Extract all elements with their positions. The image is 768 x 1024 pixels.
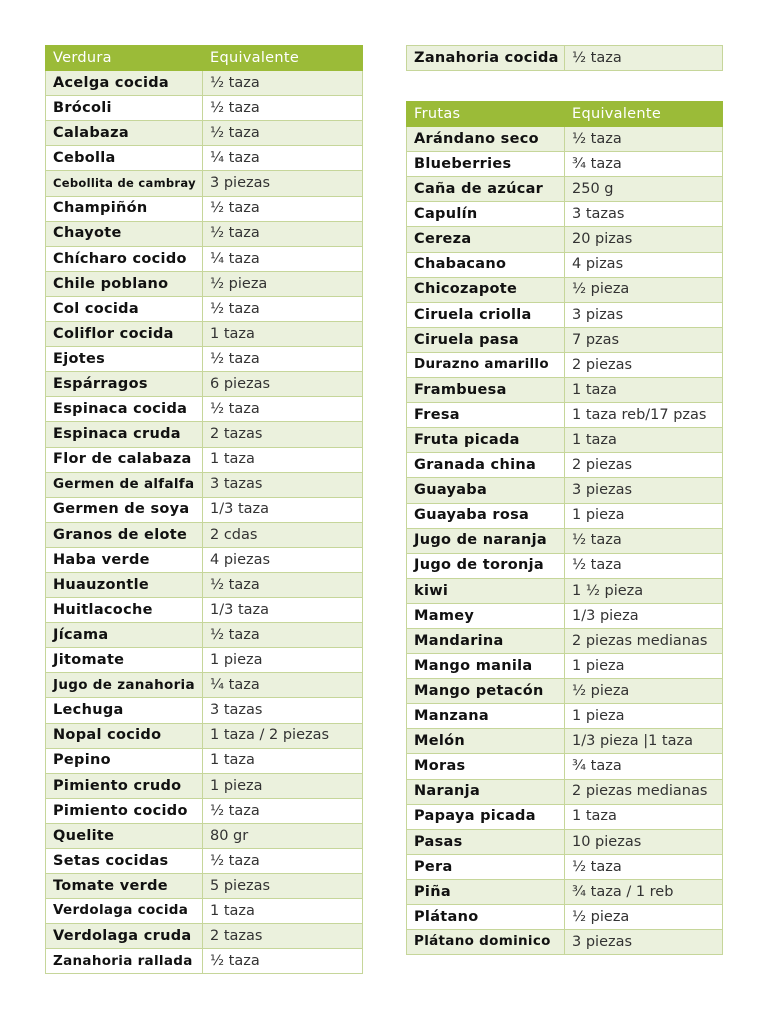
portion-cell: 1/3 pieza	[565, 603, 723, 628]
food-name-cell: Acelga cocida	[46, 71, 203, 96]
portion-cell: ½ pieza	[203, 271, 363, 296]
food-name-cell: Pimiento crudo	[46, 773, 203, 798]
portion-cell: ¾ taza	[565, 152, 723, 177]
food-name-cell: Germen de soya	[46, 497, 203, 522]
portion-cell: 2 cdas	[203, 522, 363, 547]
food-name-cell: Fruta picada	[407, 428, 565, 453]
table-row	[407, 277, 723, 302]
table-row	[46, 798, 363, 823]
food-name-cell: Mandarina	[407, 628, 565, 653]
table-row	[407, 352, 723, 377]
vegetables-table	[45, 45, 363, 974]
portion-cell: 250 g	[565, 177, 723, 202]
portion-cell: 2 piezas medianas	[565, 628, 723, 653]
food-name-cell: Manzana	[407, 704, 565, 729]
portion-cell: ¼ taza	[203, 673, 363, 698]
table-row	[407, 679, 723, 704]
table-row	[46, 347, 363, 372]
table-row	[46, 96, 363, 121]
portion-cell: 3 piezas	[565, 930, 723, 955]
food-name-cell: Coliflor cocida	[46, 322, 203, 347]
table-row	[407, 428, 723, 453]
food-name-cell: Guayaba	[407, 478, 565, 503]
portion-cell: ¾ taza / 1 reb	[565, 879, 723, 904]
food-name-cell: Plátano dominico	[407, 930, 565, 955]
portion-cell: 1 pieza	[203, 648, 363, 673]
header-cell: Equivalente	[565, 102, 723, 127]
portion-cell: 6 piezas	[203, 372, 363, 397]
food-name-cell: Cebollita de cambray	[46, 171, 203, 196]
portion-cell: 1 taza	[203, 322, 363, 347]
portion-cell: ½ taza	[565, 528, 723, 553]
extra-vegetable-table	[406, 45, 723, 71]
table-row	[46, 196, 363, 221]
food-name-cell: Durazno amarillo	[407, 352, 565, 377]
portion-cell: ½ pieza	[565, 905, 723, 930]
food-name-cell: Capulín	[407, 202, 565, 227]
table-row	[46, 322, 363, 347]
table-row	[46, 71, 363, 96]
portion-cell: ½ pieza	[565, 277, 723, 302]
table-row	[407, 378, 723, 403]
portion-cell: 2 tazas	[203, 422, 363, 447]
table-row	[407, 905, 723, 930]
food-name-cell: kiwi	[407, 578, 565, 603]
portion-cell: 4 pizas	[565, 252, 723, 277]
portion-cell: 80 gr	[203, 823, 363, 848]
food-name-cell: Huauzontle	[46, 572, 203, 597]
food-name-cell: Verdolaga cocida	[46, 899, 203, 924]
table-row	[407, 302, 723, 327]
food-name-cell: Jugo de naranja	[407, 528, 565, 553]
food-name-cell: Setas cocidas	[46, 849, 203, 874]
food-name-cell: Plátano	[407, 905, 565, 930]
table-row	[407, 779, 723, 804]
table-row	[407, 177, 723, 202]
portion-cell: ½ taza	[565, 854, 723, 879]
portion-cell: 1 taza	[565, 428, 723, 453]
portion-cell: 5 piezas	[203, 874, 363, 899]
portion-cell: 1/3 taza	[203, 497, 363, 522]
portion-cell: 3 tazas	[565, 202, 723, 227]
table-row	[407, 754, 723, 779]
fruits-table	[406, 101, 723, 955]
table-row	[46, 598, 363, 623]
vegetables-body	[46, 46, 363, 974]
portion-cell: ¼ taza	[203, 146, 363, 171]
food-name-cell: Nopal cocido	[46, 723, 203, 748]
portion-cell: 3 piezas	[203, 171, 363, 196]
table-row	[46, 949, 363, 974]
portion-cell: 1 taza	[203, 899, 363, 924]
table-row	[407, 729, 723, 754]
table-row	[46, 522, 363, 547]
table-row	[407, 127, 723, 152]
food-name-cell: Jícama	[46, 623, 203, 648]
food-name-cell: Mango petacón	[407, 679, 565, 704]
table-row	[46, 271, 363, 296]
table-row	[46, 748, 363, 773]
portion-cell: 7 pzas	[565, 327, 723, 352]
food-name-cell: Lechuga	[46, 698, 203, 723]
portion-cell: 1 pieza	[565, 704, 723, 729]
portion-cell: 1/3 pieza |1 taza	[565, 729, 723, 754]
food-name-cell: Pepino	[46, 748, 203, 773]
portion-cell: 3 tazas	[203, 472, 363, 497]
portion-cell: 1 taza	[203, 748, 363, 773]
portion-cell: ½ taza	[565, 553, 723, 578]
portion-cell: ½ taza	[203, 96, 363, 121]
portion-cell: 1 taza	[565, 804, 723, 829]
food-name-cell: Col cocida	[46, 296, 203, 321]
food-name-cell: Chicozapote	[407, 277, 565, 302]
food-name-cell: Jugo de toronja	[407, 553, 565, 578]
food-name-cell: Brócoli	[46, 96, 203, 121]
table-row	[46, 397, 363, 422]
table-row	[407, 252, 723, 277]
portion-cell: 4 piezas	[203, 547, 363, 572]
food-name-cell: Caña de azúcar	[407, 177, 565, 202]
portion-cell: 1 taza	[203, 447, 363, 472]
food-name-cell: Flor de calabaza	[46, 447, 203, 472]
food-name-cell: Frambuesa	[407, 378, 565, 403]
table-row	[46, 246, 363, 271]
table-row	[46, 372, 363, 397]
portion-cell: ½ taza	[203, 296, 363, 321]
food-name-cell: Chile poblano	[46, 271, 203, 296]
table-row	[46, 899, 363, 924]
fruits-body	[407, 102, 723, 955]
table-row	[46, 121, 363, 146]
table-row	[46, 171, 363, 196]
table-row	[407, 152, 723, 177]
food-name-cell: Espárragos	[46, 372, 203, 397]
food-name-cell: Cereza	[407, 227, 565, 252]
food-name-cell: Verdolaga cruda	[46, 924, 203, 949]
portion-cell: 3 tazas	[203, 698, 363, 723]
portion-cell: 1 taza / 2 piezas	[203, 723, 363, 748]
food-name-cell: Cebolla	[46, 146, 203, 171]
table-row	[407, 654, 723, 679]
portion-cell: 1 ½ pieza	[565, 578, 723, 603]
table-row	[46, 849, 363, 874]
table-row	[407, 227, 723, 252]
food-name-cell: Huitlacoche	[46, 598, 203, 623]
portion-cell: ½ taza	[203, 849, 363, 874]
table-row	[46, 472, 363, 497]
food-name-cell: Piña	[407, 879, 565, 904]
portion-cell: ½ taza	[203, 71, 363, 96]
food-name-cell: Melón	[407, 729, 565, 754]
table-row	[407, 628, 723, 653]
food-name-cell: Champiñón	[46, 196, 203, 221]
portion-cell: 1 pieza	[203, 773, 363, 798]
portion-cell: 1/3 taza	[203, 598, 363, 623]
food-name-cell: Granada china	[407, 453, 565, 478]
table-row	[46, 296, 363, 321]
food-name-cell: Tomate verde	[46, 874, 203, 899]
portion-cell: 1 pieza	[565, 654, 723, 679]
food-name-cell: Espinaca cocida	[46, 397, 203, 422]
food-name-cell: Haba verde	[46, 547, 203, 572]
table-row	[407, 327, 723, 352]
table-row	[407, 403, 723, 428]
table-row	[46, 874, 363, 899]
food-name-cell: Blueberries	[407, 152, 565, 177]
food-name-cell: Mango manila	[407, 654, 565, 679]
table-row	[46, 447, 363, 472]
portion-cell: 1 taza	[565, 378, 723, 403]
portion-cell: 2 piezas medianas	[565, 779, 723, 804]
table-row	[46, 698, 363, 723]
food-name-cell: Mamey	[407, 603, 565, 628]
table-row	[46, 773, 363, 798]
table-row	[407, 704, 723, 729]
portion-cell: ½ taza	[203, 196, 363, 221]
table-row	[407, 503, 723, 528]
food-name-cell: Zanahoria rallada	[46, 949, 203, 974]
food-name-cell: Ejotes	[46, 347, 203, 372]
portion-cell: ½ taza	[203, 623, 363, 648]
food-name-cell: Chayote	[46, 221, 203, 246]
food-name-cell: Chabacano	[407, 252, 565, 277]
food-name-cell: Germen de alfalfa	[46, 472, 203, 497]
food-name-cell: Chícharo cocido	[46, 246, 203, 271]
header-cell: Frutas	[407, 102, 565, 127]
table-row	[407, 553, 723, 578]
portion-cell: ¼ taza	[203, 246, 363, 271]
food-name-cell: Papaya picada	[407, 804, 565, 829]
portion-cell: ½ taza	[203, 347, 363, 372]
table-row	[407, 804, 723, 829]
table-row	[46, 924, 363, 949]
portion-cell: ½ taza	[203, 949, 363, 974]
table-row	[407, 829, 723, 854]
food-name-cell: Ciruela criolla	[407, 302, 565, 327]
food-name-cell: Zanahoria cocida	[407, 46, 565, 71]
portion-cell: 2 piezas	[565, 453, 723, 478]
food-name-cell: Pera	[407, 854, 565, 879]
table-header-row	[46, 46, 363, 71]
table-row	[407, 46, 723, 71]
portion-cell: 3 piezas	[565, 478, 723, 503]
header-cell: Verdura	[46, 46, 203, 71]
portion-cell: ½ taza	[203, 572, 363, 597]
portion-cell: ½ taza	[203, 397, 363, 422]
table-row	[46, 623, 363, 648]
portion-cell: 2 piezas	[565, 352, 723, 377]
table-row	[407, 854, 723, 879]
header-cell: Equivalente	[203, 46, 363, 71]
food-name-cell: Guayaba rosa	[407, 503, 565, 528]
portion-cell: 20 pizas	[565, 227, 723, 252]
table-row	[407, 528, 723, 553]
food-name-cell: Espinaca cruda	[46, 422, 203, 447]
portion-cell: 3 pizas	[565, 302, 723, 327]
table-row	[46, 823, 363, 848]
table-row	[46, 673, 363, 698]
portion-cell: ½ taza	[203, 221, 363, 246]
food-name-cell: Ciruela pasa	[407, 327, 565, 352]
food-name-cell: Moras	[407, 754, 565, 779]
table-row	[407, 453, 723, 478]
food-name-cell: Jitomate	[46, 648, 203, 673]
table-row	[46, 572, 363, 597]
table-row	[407, 478, 723, 503]
portion-cell: 10 piezas	[565, 829, 723, 854]
food-name-cell: Naranja	[407, 779, 565, 804]
portion-cell: ½ taza	[203, 798, 363, 823]
portion-cell: 2 tazas	[203, 924, 363, 949]
table-row	[46, 497, 363, 522]
table-row	[46, 547, 363, 572]
food-name-cell: Arándano seco	[407, 127, 565, 152]
table-row	[46, 146, 363, 171]
portion-cell: ½ taza	[565, 46, 723, 71]
portion-cell: ½ taza	[565, 127, 723, 152]
food-name-cell: Jugo de zanahoria	[46, 673, 203, 698]
portion-cell: 1 pieza	[565, 503, 723, 528]
food-name-cell: Fresa	[407, 403, 565, 428]
food-name-cell: Pasas	[407, 829, 565, 854]
portion-cell: ¾ taza	[565, 754, 723, 779]
portion-cell: ½ taza	[203, 121, 363, 146]
food-name-cell: Pimiento cocido	[46, 798, 203, 823]
portion-cell: ½ pieza	[565, 679, 723, 704]
table-row	[407, 578, 723, 603]
portion-cell: 1 taza reb/17 pzas	[565, 403, 723, 428]
table-row	[46, 221, 363, 246]
table-row	[46, 422, 363, 447]
food-name-cell: Calabaza	[46, 121, 203, 146]
table-header-row	[407, 102, 723, 127]
food-name-cell: Granos de elote	[46, 522, 203, 547]
table-row	[407, 603, 723, 628]
table-row	[46, 723, 363, 748]
table-row	[407, 930, 723, 955]
table-row	[46, 648, 363, 673]
food-name-cell: Quelite	[46, 823, 203, 848]
table-row	[407, 202, 723, 227]
table-row	[407, 879, 723, 904]
